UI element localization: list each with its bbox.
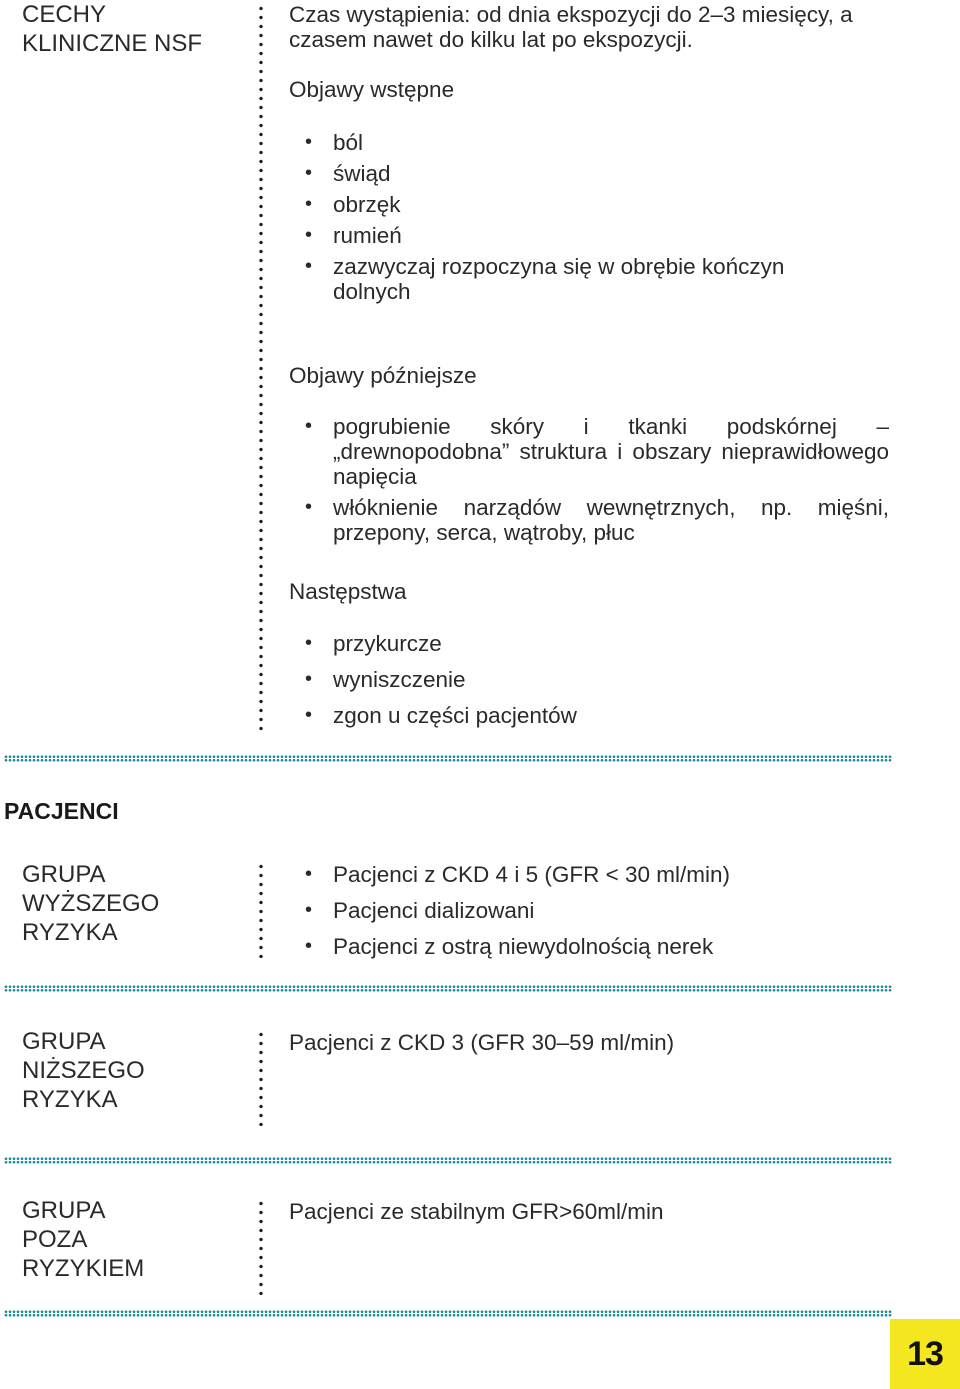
low-risk-text: Pacjenci z CKD 3 (GFR 30–59 ml/min) [289,1030,675,1055]
high-risk-divider [259,862,263,958]
list-item: • rumień [289,223,879,248]
list-item: • ból [289,130,879,155]
nsf-vertical-divider [259,4,263,732]
list-item: • obrzęk [289,192,879,217]
nsf-label: CECHY KLINICZNE NSF [22,1,203,57]
row-divider [4,1310,892,1317]
later-symptoms-heading: Objawy późniejsze [289,363,477,388]
consequences-heading: Następstwa [289,579,407,604]
high-risk-list [289,862,889,959]
patients-title: PACJENCI [4,798,119,824]
list-item: • zazwyczaj rozpoczyna się w obrębie kończyn dolnych [289,254,818,304]
list-item: • wyniszczenie [289,667,879,692]
low-risk-label: GRUPA NIŻSZEGO RYZYKA [22,1028,145,1113]
list-item: • pogrubienie skóry i tkanki podskórnej – „drewnopodobna” struktura i obszary nieprawidłowego napięcia [289,414,889,489]
list-item: • świąd [289,161,879,186]
row-divider [4,1157,892,1164]
list-item: • Pacjenci z CKD 4 i 5 (GFR < 30 ml/min) [289,862,889,887]
low-risk-divider [259,1030,263,1126]
section-divider [4,755,892,762]
initial-symptoms-heading: Objawy wstępne [289,77,455,102]
no-risk-divider [259,1199,263,1295]
row-divider [4,985,892,992]
list-item: • przykurcze [289,631,879,656]
high-risk-label: GRUPA WYŻSZEGO RYZYKA [22,861,160,946]
list-item: • zgon u części pacjentów [289,703,879,728]
consequences-list [289,631,879,728]
initial-symptoms-list [289,130,879,304]
no-risk-label: GRUPA POZA RYZYKIEM [22,1197,145,1282]
no-risk-text: Pacjenci ze stabilnym GFR>60ml/min [289,1199,664,1224]
list-item: • Pacjenci z ostrą niewydolnością nerek [289,934,889,959]
page-number: 13 [890,1319,960,1389]
list-item: • Pacjenci dializowani [289,898,889,923]
list-item: • włóknienie narządów wewnętrznych, np. mięśni, przepony, serca, wątroby, płuc [289,495,889,545]
later-symptoms-list [289,414,889,545]
nsf-onset: Czas wystąpienia: od dnia ekspozycji do 2–3 miesięcy, a czasem nawet do kilku lat po ekspozycji. [289,2,853,52]
